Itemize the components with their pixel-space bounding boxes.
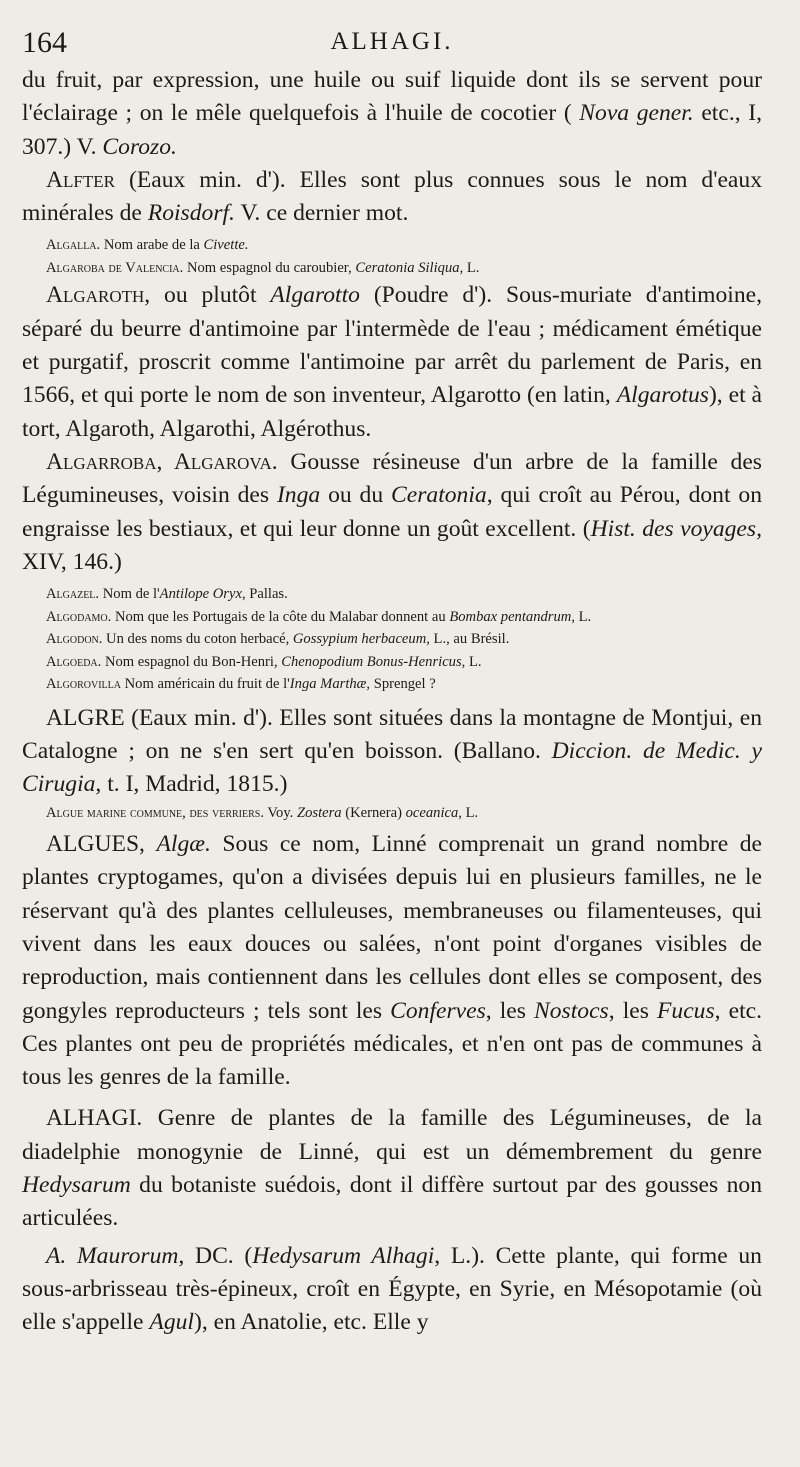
entry-alfter: [22, 164, 762, 231]
text-run: du botaniste suédois, dont il diffère surtout par des gousses non articulées.: [22, 1172, 762, 1232]
italic-run: Hedysarum Alhagi: [252, 1242, 435, 1269]
text-run: , etc. Ces plantes ont peu de propriétés médicales, et n'en ont pas de communes à tous les genres de la famille.: [22, 997, 763, 1091]
italic-run: Ceratonia: [391, 482, 487, 509]
running-title: ALHAGI.: [330, 28, 454, 55]
italic-run: Bombax pentandrum: [449, 608, 572, 625]
entry-algue-marine: [22, 802, 762, 825]
italic-run: Agul: [149, 1309, 194, 1336]
entry-algodamo: [22, 606, 762, 629]
text-run: , L.). Cette plante, qui forme un sous-arbrisseau très-épineux, croît en Égypte, en Syrie, en Mésopotamie (où elle s'appelle: [22, 1242, 762, 1336]
italic-run: Algarotto: [270, 282, 360, 309]
text-run: Nom espagnol du Bon-Henri,: [101, 653, 282, 670]
italic-run: Corozo.: [102, 133, 177, 160]
italic-run: Antilope Oryx: [159, 586, 242, 603]
text-run: Nom arabe de la: [100, 237, 204, 254]
entry-algodon: [22, 628, 762, 651]
text-run: Nom américain du fruit de l': [120, 676, 290, 693]
italic-run: Ceratonia Siliqua: [355, 259, 460, 276]
entry-algarroba: [22, 446, 762, 579]
text-run: , L., au Brésil.: [426, 631, 510, 648]
text-run: Nom espagnol du caroubier,: [183, 259, 356, 276]
page-number: 164: [22, 26, 67, 59]
italic-run: Conferves: [390, 997, 486, 1024]
headword: Algue marine commune, des verriers.: [46, 804, 264, 821]
text-run: Gousse résineuse d'un arbre de la famille des Légumineuses, voisin des: [22, 448, 762, 509]
headword: Algazel.: [46, 586, 100, 603]
text-run: (Eaux min. d'). Elles sont plus connues sous le nom d'eaux minérales de: [22, 166, 762, 227]
italic-run: A. Maurorum: [46, 1242, 179, 1269]
text-run: , L.: [571, 608, 592, 625]
entry-alhagi: [22, 1102, 762, 1235]
page-body: [22, 64, 762, 1340]
entry-continuation: [22, 64, 762, 164]
text-run: XIV, 146.): [22, 548, 122, 575]
text-run: , DC. (: [178, 1242, 253, 1269]
text-run: ALGRE (Eaux min. d'). Elles sont situées dans la montagne de Montjui, en Catalogne ; on ne s'en sert qu'en boisson. (Ballano.: [22, 704, 762, 764]
italic-run: Algæ.: [156, 831, 211, 858]
entry-algaroth: [22, 279, 762, 445]
text-run: , ou plutôt: [144, 282, 271, 309]
text-run: , les: [485, 997, 535, 1024]
italic-run: oceanica: [405, 804, 459, 821]
text-run: etc., I, 307.) V.: [22, 100, 762, 160]
entry-algre: [22, 702, 762, 802]
italic-run: Nostocs: [534, 997, 609, 1024]
text-run: Voy.: [264, 804, 297, 821]
text-run: ALHAGI. Genre de plantes de la famille des Légumineuses, de la diadelphie monogynie de Linné, qui est un démembrement du genre: [22, 1105, 762, 1165]
italic-run: Nova gener.: [579, 100, 694, 127]
text-run: , L.: [458, 804, 479, 821]
entry-algaroba-de-valencia: [22, 257, 762, 280]
text-run: , L.: [459, 259, 480, 276]
text-run: ou du: [320, 482, 392, 509]
text-run: , Pallas.: [241, 586, 288, 603]
italic-run: Diccion. de Medic. y Cirugia: [22, 737, 762, 798]
page-header: [22, 26, 762, 64]
text-run: , les: [608, 997, 657, 1024]
italic-run: Gossypium herbaceum: [292, 631, 427, 648]
entry-algorovilla: [22, 673, 762, 696]
headword: Algaroba de Valencia.: [46, 259, 184, 276]
entry-algues: [22, 828, 762, 1094]
entry-algalla: [22, 234, 762, 257]
headword: Algarroba, Algarova.: [46, 448, 278, 475]
italic-run: Algarotus: [616, 382, 709, 409]
italic-run: Inga Marthæ: [289, 676, 367, 693]
entry-algazel: [22, 583, 762, 606]
text-run: ALGUES,: [46, 831, 157, 858]
italic-run: Zostera: [296, 804, 342, 821]
italic-run: Hist. des voyages,: [590, 515, 762, 542]
text-run: Nom que les Portugais de la côte du Malabar donnent au: [111, 608, 450, 625]
headword: Algalla.: [46, 237, 101, 254]
italic-run: Hedysarum: [22, 1172, 131, 1199]
italic-run: Fucus: [656, 997, 715, 1024]
text-run: (Poudre d'). Sous-muriate d'antimoine, séparé du beurre d'antimoine par l'intermède de l'eau ; médicament émétique et purgatif, proscrit comme l'antimoine par arrêt du parlement de Paris, en 1566, et qui porte le nom de son inventeur, Algarotto (en latin,: [22, 282, 762, 409]
italic-run: Chenopodium Bonus-Henricus: [281, 653, 462, 670]
text-run: ), et à tort, Algaroth, Algarothi, Algérothus.: [22, 382, 762, 442]
text-run: , Sprengel ?: [366, 676, 436, 693]
text-run: , qui croît au Pérou, dont on engraisse les bestiaux, et qui leur donne un goût excellent. (: [22, 482, 762, 542]
text-run: Un des noms du coton herbacé,: [102, 631, 293, 648]
headword: Algorovilla: [46, 676, 121, 693]
text-run: Nom de l': [99, 586, 160, 603]
headword: Algaroth: [46, 282, 145, 309]
headword: Algoeda.: [46, 653, 102, 670]
text-run: Sous ce nom, Linné comprenait un grand nombre de plantes cryptogames, qu'on a divisées depuis lui en plusieurs familles, ne le réservant qu'à des plantes celluleuses, membraneuses ou filamenteuses, qui vivent dans les eaux douces ou salées, n'ont point d'organes visibles de reproduction, mais contiennent dans les cellules dont elles se composent, des gongyles reproducteurs ; tels sont les: [22, 831, 763, 1024]
text-run: V. ce dernier mot.: [234, 200, 409, 227]
headword: Algodon.: [46, 631, 103, 648]
text-run: , L.: [461, 653, 482, 670]
text-run: du fruit, par expression, une huile ou suif liquide dont ils se servent pour l'éclairage ; on le mêle quelquefois à l'huile de cocotier (: [22, 67, 762, 127]
italic-run: Civette.: [203, 237, 249, 254]
entry-algoeda: [22, 651, 762, 674]
text-run: (Kernera): [341, 804, 406, 821]
headword: Alfter: [46, 166, 115, 193]
italic-run: Inga: [276, 482, 321, 509]
italic-run: Roisdorf.: [147, 200, 235, 227]
text-run: ), en Anatolie, etc. Elle y: [193, 1309, 429, 1336]
headword: Algodamo.: [46, 608, 112, 625]
entry-alhagi-maurorum: [22, 1240, 762, 1340]
text-run: , t. I, Madrid, 1815.): [95, 771, 288, 798]
